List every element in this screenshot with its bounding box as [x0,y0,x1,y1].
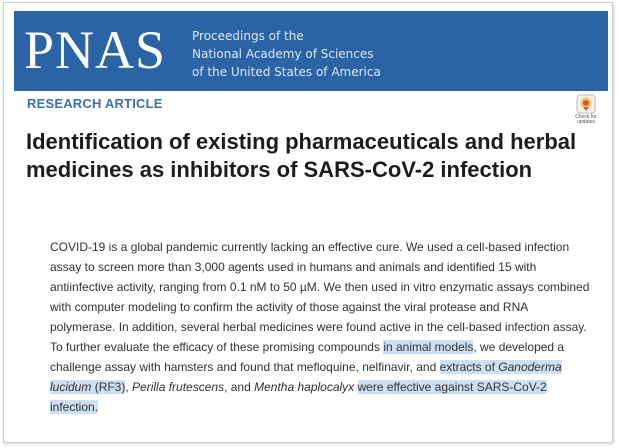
article-abstract [50,237,590,417]
species-name: Perilla frutescens [132,380,225,394]
pnas-logo[interactable]: PNAS [24,20,167,80]
abstract-highlight: (RF3) [91,380,126,394]
journal-name-line-3: of the United States of America [192,65,381,79]
abstract-highlight: extracts of [439,360,499,374]
journal-name-line-2: National Academy of Sciences [192,47,374,61]
article-type-label: RESEARCH ARTICLE [27,96,163,111]
journal-full-name [192,27,381,81]
article-title: Identification of existing pharmaceuticals and herbal medicines as inhibitors of SARS-CoV-2 infection [26,129,577,182]
abstract-highlight: were effective against SARS-CoV-2 infection. [50,380,547,414]
check-updates-label: Check for updates [575,114,597,125]
abstract-text [354,380,357,394]
abstract-text: , [125,380,133,394]
journal-banner [14,11,608,91]
abstract-text: COVID-19 is a global pandemic currently lacking an effective cure. We used a cell-based infection assay to screen more than 3,000 agents used in humans and animals and identified 15 with antiinfective activity, ranging from 0.1 nM to 50 µM. We then used in vitro enzymatic assays combined with computer modeling to confirm the activity of those against the viral protease and RNA polymerase. In addition, several herbal medicines were found active in the cell-based infection assay. To further evaluate the efficacy of these promising compounds [50,240,590,354]
check-updates-icon [576,94,596,114]
abstract-text: , and [224,380,255,394]
abstract-highlight: in animal models [383,340,474,354]
species-name: Mentha haplocalyx [254,380,355,394]
journal-name-line-1: Proceedings of the [192,29,304,43]
species-name-highlight: Ganoderma lucidum [50,360,562,394]
check-for-updates-badge[interactable] [567,94,605,125]
article-page [3,2,613,443]
abstract-text: , we developed a challenge assay with hamsters and found that mefloquine, nelfinavir, and [50,340,565,374]
